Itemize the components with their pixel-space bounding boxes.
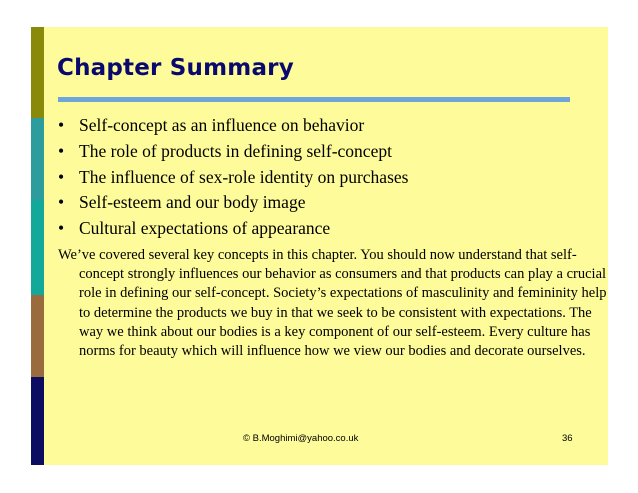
decorative-stripe-olive (31, 27, 44, 118)
decorative-stripe-green-teal (31, 200, 44, 295)
bullet-item (58, 190, 408, 216)
bullet-item (58, 216, 408, 242)
title-underline (58, 97, 570, 102)
bullet-marker: • (58, 192, 65, 213)
bullet-text: Self-esteem and our body image (79, 192, 306, 213)
bullet-text: Cultural expectations of appearance (79, 218, 331, 239)
bullet-text: The role of products in defining self-concept (79, 140, 392, 161)
slide-title: Chapter Summary (57, 55, 294, 81)
bullet-marker: • (58, 140, 65, 161)
bullet-text: The influence of sex-role identity on purchases (79, 166, 409, 187)
page-number: 36 (562, 433, 573, 444)
decorative-stripe-teal (31, 118, 44, 200)
footer-credit: © B.Moghimi@yahoo.co.uk (243, 433, 359, 444)
decorative-stripe-brown (31, 295, 44, 377)
bullet-marker: • (58, 218, 65, 239)
bullet-text: Self-concept as an influence on behavior (79, 115, 365, 135)
bullet-marker: • (58, 166, 65, 187)
bullet-marker: • (58, 115, 65, 135)
bullet-item (58, 139, 408, 165)
bullet-item (58, 113, 408, 139)
decorative-stripe-navy (31, 377, 44, 465)
bullet-list (58, 113, 408, 242)
summary-paragraph: We’ve covered several key concepts in this chapter. You should now understand that self-concept strongly influences our behavior as consumers and that products can play a crucial role in defining our self-concept. Society’s expectations of masculinity and femininity help to determine the products we buy in that we seek to be consistent with expectations. The way we think about our bodies is a key component of our self-esteem. Every culture has norms for beauty which will influence how we view our bodies and decorate ourselves. (58, 247, 607, 360)
bullet-item (58, 165, 408, 191)
